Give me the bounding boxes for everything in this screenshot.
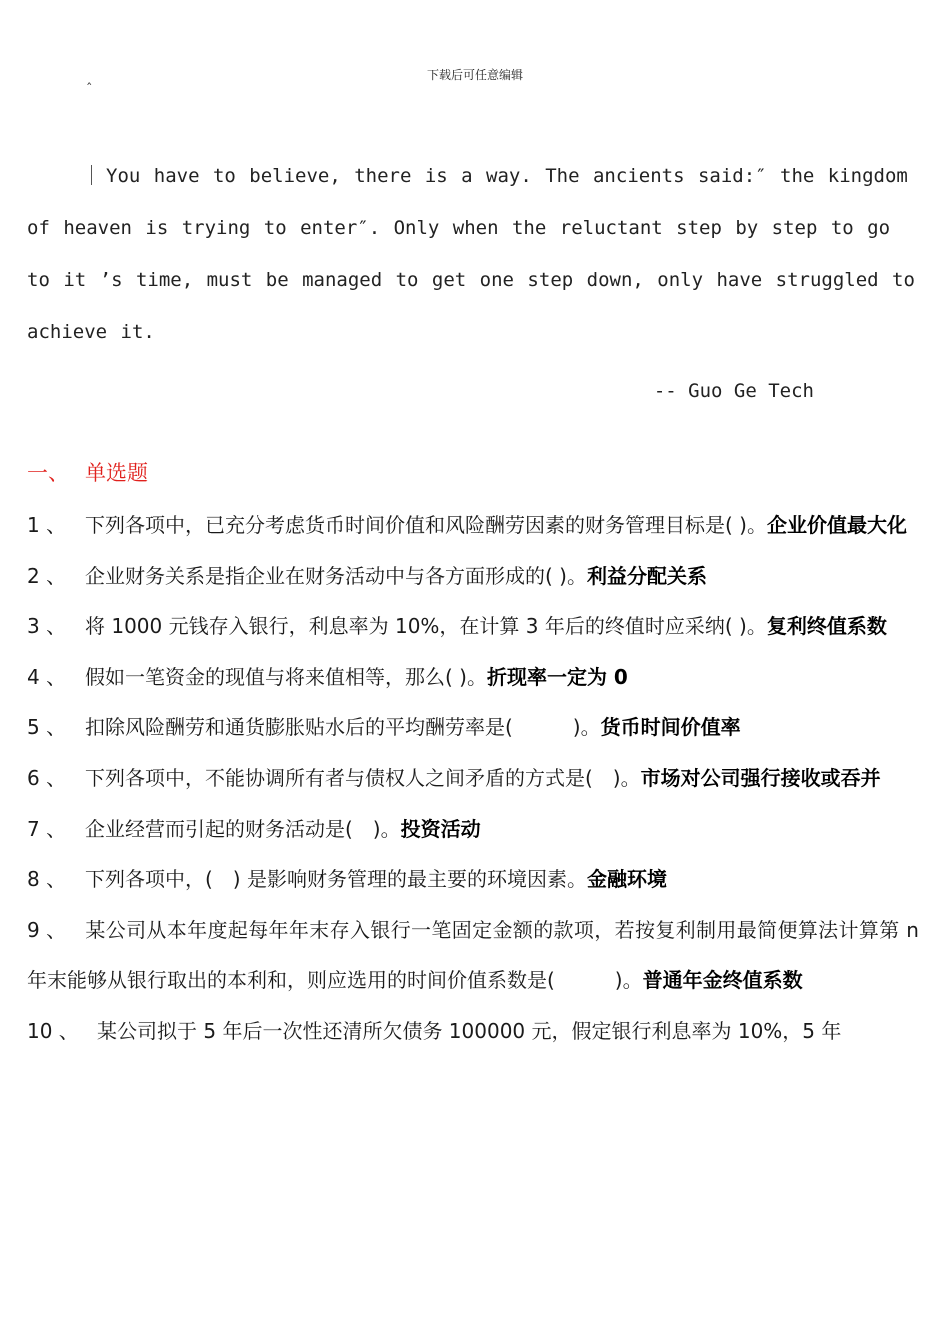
section-number: 一、 <box>27 461 69 485</box>
question-text: 某公司拟于 5 年后一次性还清所欠债务 100000 元，假定银行利息率为 10%，5 年 <box>97 1018 842 1043</box>
question-item <box>27 753 919 804</box>
question-text: 下列各项中，已充分考虑货币时间价值和风险酬劳因素的财务管理目标是( )。 <box>85 513 767 537</box>
question-answer: 企业价值最大化 <box>766 513 907 537</box>
question-number: 8 、 <box>27 867 67 892</box>
question-item <box>27 601 919 652</box>
question-text: 下列各项中，( ) 是影响财务管理的最主要的环境因素。 <box>85 867 587 892</box>
question-answer: 市场对公司强行接收或吞并 <box>640 765 881 790</box>
question-item <box>27 500 919 551</box>
question-number: 3 、 <box>27 614 67 639</box>
quote-block <box>27 150 919 358</box>
caret-mark: ˆ <box>86 82 93 97</box>
question-number: 5 、 <box>27 715 67 740</box>
question-item <box>27 905 919 1006</box>
question-answer: 普通年金终值系数 <box>642 968 803 993</box>
question-text: 企业财务关系是指企业在财务活动中与各方面形成的( )。 <box>85 563 587 588</box>
quote-text: You have to believe, there is a way. The ancients said:″ the kingdom of heaven is trying to enter″. Only when the reluctant step by step to go to it ’s time, must be managed to get one step down, only have struggled to achieve it. <box>27 165 915 343</box>
question-number: 10 、 <box>27 1018 79 1043</box>
question-item <box>27 1006 919 1057</box>
question-number: 9 、 <box>27 917 67 942</box>
question-text: 下列各项中，不能协调所有者与债权人之间矛盾的方式是( )。 <box>85 765 641 790</box>
question-answer: 投资活动 <box>400 816 481 841</box>
question-answer: 折现率一定为 0 <box>486 664 628 689</box>
question-answer: 货币时间价值率 <box>600 715 741 740</box>
question-answer: 金融环境 <box>586 867 667 892</box>
question-item <box>27 702 919 753</box>
text-cursor-icon <box>91 165 92 185</box>
question-number: 7 、 <box>27 816 67 841</box>
question-item <box>27 854 919 905</box>
question-text: 企业经营而引起的财务活动是( )。 <box>85 816 401 841</box>
question-answer: 利益分配关系 <box>586 563 707 588</box>
question-text: 将 1000 元钱存入银行，利息率为 10%，在计算 3 年后的终值时应采纳( )。 <box>85 614 767 639</box>
question-item <box>27 551 919 602</box>
question-text: 假如一笔资金的现值与将来值相等，那么( )。 <box>85 664 487 689</box>
quote-author: -- Guo Ge Tech <box>653 380 814 402</box>
section-title: 单选题 <box>85 461 148 485</box>
question-text: 扣除风险酬劳和通货膨胀贴水后的平均酬劳率是( )。 <box>85 715 601 740</box>
question-number: 1 、 <box>27 513 67 537</box>
question-item <box>27 652 919 703</box>
question-item <box>27 804 919 855</box>
question-number: 6 、 <box>27 765 67 790</box>
page-header: 下载后可任意编辑 <box>426 68 523 82</box>
question-list <box>27 500 919 1057</box>
question-answer: 复利终值系数 <box>766 614 887 639</box>
question-number: 4 、 <box>27 664 67 689</box>
question-number: 2 、 <box>27 563 67 588</box>
section-heading <box>27 457 148 487</box>
question-text: 某公司从本年度起每年年末存入银行一笔固定金额的款项，若按复利制用最简便算法计算第 n 年末能够从银行取出的本利和，则应选用的时间价值系数是( )。 <box>27 917 919 993</box>
